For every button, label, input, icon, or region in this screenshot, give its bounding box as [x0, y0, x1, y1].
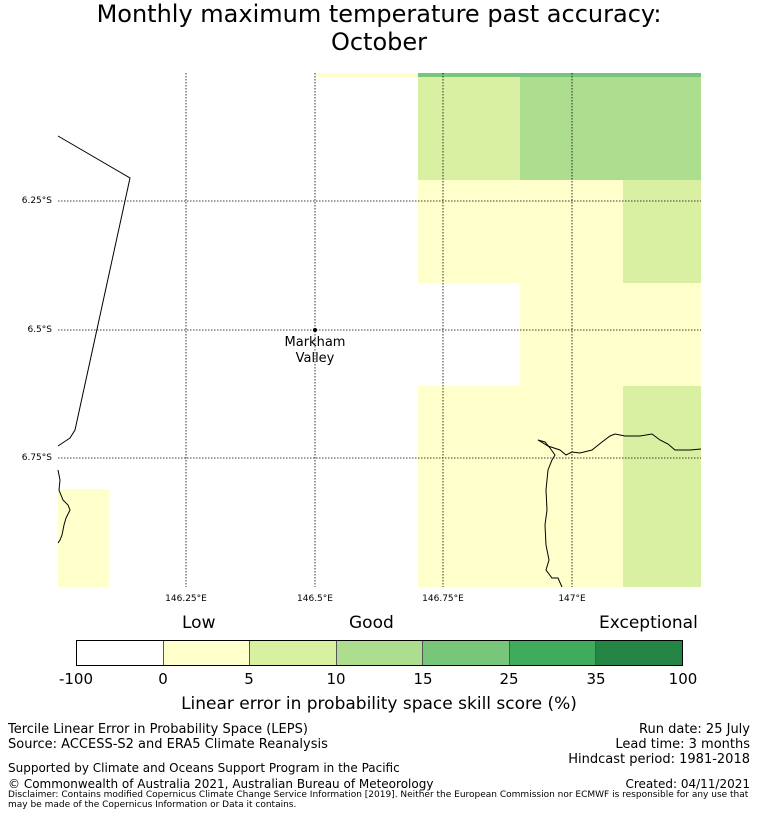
title-line-1: Monthly maximum temperature past accuracy: — [96, 0, 662, 28]
created-date: Created: 04/11/2021 — [625, 777, 750, 791]
grid-cell — [418, 180, 623, 283]
lead-time: Lead time: 3 months — [615, 737, 750, 752]
source-text: Source: ACCESS-S2 and ERA5 Climate Reanalysis — [8, 737, 328, 752]
colorbar-tick: 10 — [326, 670, 346, 688]
grid-cell — [418, 77, 520, 180]
lat-label: 6.5°S — [27, 325, 52, 335]
hindcast-period: Hindcast period: 1981-2018 — [568, 752, 750, 767]
title-line-2: October — [330, 28, 428, 56]
grid-cell — [520, 283, 701, 386]
colorbar-tick: 25 — [499, 670, 519, 688]
support-text: Supported by Climate and Oceans Support Program in the Pacific — [8, 761, 400, 775]
grid-cell — [623, 386, 701, 587]
colorbar-tick: 100 — [668, 670, 698, 688]
place-name-line1: Markham — [284, 335, 346, 350]
colorbar-label: Linear error in probability space skill score (%) — [181, 694, 577, 714]
place-name-line2: Valley — [295, 351, 335, 366]
colorbar-segment — [596, 641, 682, 665]
grid-cell — [418, 73, 520, 77]
grid-cell — [520, 73, 701, 77]
lon-label: 146.5°E — [297, 594, 333, 604]
colorbar-segment — [510, 641, 597, 665]
copyright-text: © Commonwealth of Australia 2021, Australian Bureau of Meteorology — [8, 777, 434, 791]
colorbar-segment — [250, 641, 337, 665]
colorbar — [76, 640, 683, 666]
lon-label: 147°E — [558, 594, 586, 604]
grid-cell — [623, 180, 701, 283]
disclaimer-text: Disclaimer: Contains modified Copernicus Climate Change Service Information [2019]. Neither the European Commission nor ECMWF is responsible for any use that may be made of the Copernicus Information or Data it contains. — [8, 790, 749, 810]
colorbar-segment — [164, 641, 251, 665]
place-label — [265, 335, 365, 367]
legend-category-good: Good — [349, 613, 394, 633]
colorbar-segment — [77, 641, 164, 665]
location-marker — [313, 328, 317, 332]
lon-label: 146.75°E — [422, 594, 464, 604]
grid-cell — [520, 77, 701, 180]
grid-cell — [58, 489, 109, 587]
colorbar-tick: -100 — [58, 670, 94, 688]
legend-category-low: Low — [182, 613, 216, 633]
lat-label: 6.75°S — [21, 453, 52, 463]
lat-label: 6.25°S — [21, 196, 52, 206]
colorbar-tick: 5 — [244, 670, 254, 688]
legend-category-exceptional: Exceptional — [599, 613, 698, 633]
border-line — [58, 136, 130, 446]
lon-label: 146.25°E — [165, 594, 207, 604]
grid-cell — [418, 386, 623, 587]
colorbar-tick: 35 — [586, 670, 606, 688]
run-date: Run date: 25 July — [639, 722, 750, 737]
colorbar-tick: 0 — [158, 670, 168, 688]
colorbar-segment — [423, 641, 510, 665]
colorbar-segment — [337, 641, 424, 665]
colorbar-tick: 15 — [413, 670, 433, 688]
method-text: Tercile Linear Error in Probability Space (LEPS) — [8, 722, 308, 737]
grid-cell — [315, 73, 418, 77]
